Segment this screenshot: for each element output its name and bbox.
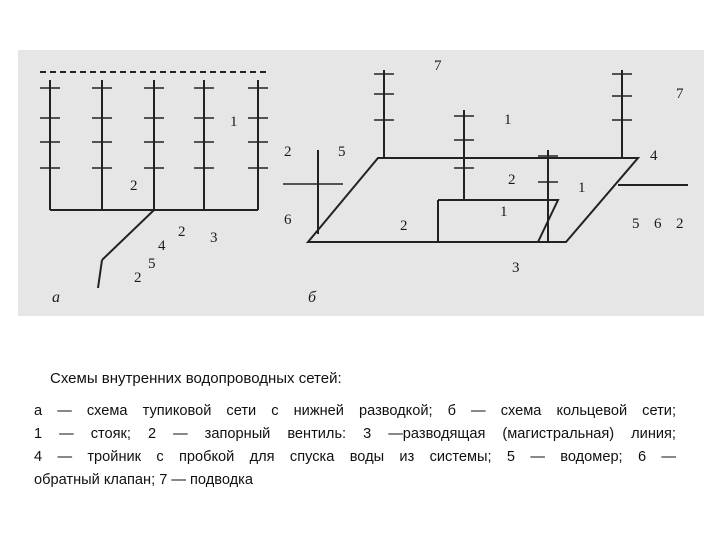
- caption-line-2: 1 — стояк; 2 — запорный вентиль: 3 —разводящая (магистральная) линия;: [34, 426, 676, 442]
- callout-b-2b: 2: [508, 172, 516, 188]
- callout-b-7: 7: [434, 58, 442, 74]
- callout-b-1: 1: [504, 112, 512, 128]
- callout-b-5b: 5: [632, 216, 640, 232]
- caption-heading: Схемы внутренних водопроводных сетей:: [50, 370, 342, 387]
- panel-a-label: а: [52, 289, 60, 306]
- caption-line-4: обратный клапан; 7 — подводка: [34, 472, 253, 488]
- callout-b-4: 4: [650, 148, 658, 164]
- callout-b-2d: 2: [676, 216, 684, 232]
- callout-a-1: 1: [230, 114, 238, 130]
- callout-b-5: 5: [338, 144, 346, 160]
- caption-line-1: а — схема тупиковой сети с нижней разводкой; б — схема кольцевой сети;: [34, 403, 676, 419]
- callout-a-3: 3: [210, 230, 218, 246]
- callout-labels: [52, 58, 684, 306]
- callout-b-1c: 1: [500, 204, 508, 220]
- callout-a-2c: 2: [134, 270, 142, 286]
- caption-body: [34, 400, 676, 492]
- water-supply-schematic: [18, 50, 704, 316]
- callout-a-5: 5: [148, 256, 156, 272]
- callout-b-6: 6: [284, 212, 292, 228]
- callout-b-7b: 7: [676, 86, 684, 102]
- caption-line-3: 4 — тройник с пробкой для спуска воды из системы; 5 — водомер; 6 —: [34, 449, 676, 465]
- diagram-figure: [18, 50, 704, 316]
- callout-a-2: 2: [130, 178, 138, 194]
- callout-b-2: 2: [284, 144, 292, 160]
- callout-a-2b: 2: [178, 224, 186, 240]
- callout-b-3: 3: [512, 260, 520, 276]
- callout-b-6b: 6: [654, 216, 662, 232]
- callout-b-1b: 1: [578, 180, 586, 196]
- callout-a-4: 4: [158, 238, 166, 254]
- callout-b-2c: 2: [400, 218, 408, 234]
- panel-b-label: б: [308, 289, 317, 306]
